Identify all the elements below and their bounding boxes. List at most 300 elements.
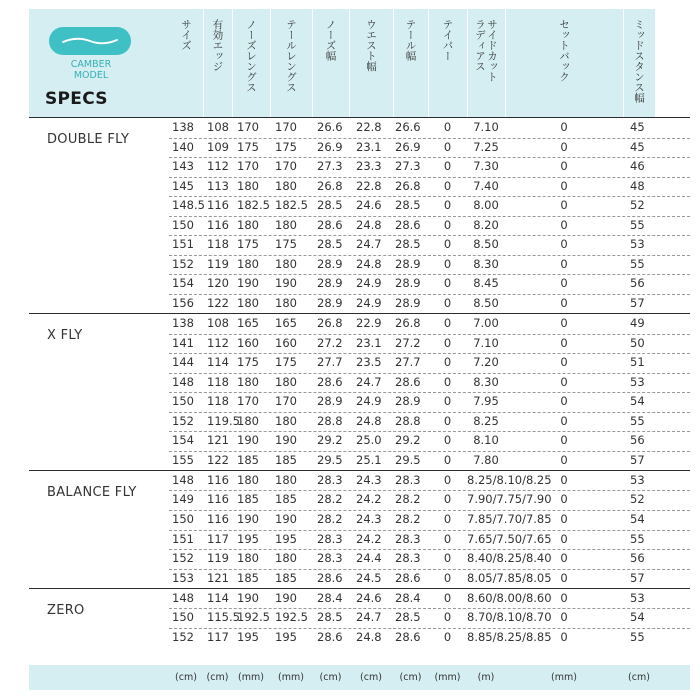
cell: 180 (275, 472, 297, 487)
cell: 28.2 (317, 512, 343, 526)
cell: 0 (443, 394, 452, 409)
cell: 0 (560, 159, 568, 174)
cell: 195 (237, 629, 259, 644)
cell: 7.10 (473, 335, 499, 350)
table-row (169, 608, 690, 628)
table-row (169, 177, 690, 197)
cell: 152 (172, 629, 194, 644)
cell: 190 (275, 433, 297, 448)
cell: 175 (237, 237, 259, 252)
cell: 118 (207, 394, 229, 409)
cell: 0 (443, 551, 452, 566)
cell: 0 (560, 570, 568, 585)
cell: 0 (443, 512, 452, 526)
cell: 144 (172, 355, 194, 370)
cell: 7.30 (473, 159, 499, 174)
cell: 45 (630, 139, 645, 154)
cell: 29.5 (317, 452, 343, 467)
cell: 27.2 (317, 335, 343, 350)
cell: 8.25 (473, 413, 499, 428)
column-header (232, 9, 270, 117)
cell: 28.3 (395, 531, 421, 546)
column-header-label: テールレングス (285, 19, 297, 93)
cell: 7.10 (473, 120, 499, 134)
cell: 138 (172, 316, 194, 330)
column-header (428, 9, 467, 117)
cell: 57 (630, 452, 645, 467)
cell: 138 (172, 120, 194, 134)
cell: 26.8 (317, 316, 343, 330)
cell: 114 (207, 590, 229, 605)
cell: 165 (237, 316, 259, 330)
cell: 24.8 (356, 413, 382, 428)
cell: 192.5 (237, 610, 270, 625)
cell: 28.9 (317, 256, 343, 271)
cell: 170 (275, 120, 297, 134)
table-row (169, 549, 690, 569)
cell: 116 (207, 472, 229, 487)
cell: 24.4 (356, 551, 382, 566)
table-row (169, 314, 690, 334)
cell: 115.5 (207, 610, 240, 625)
cell: 0 (443, 316, 452, 330)
cell: 116 (207, 512, 229, 526)
cell: 0 (443, 120, 452, 134)
cell: 119 (207, 551, 229, 566)
cell: 180 (275, 178, 297, 193)
cell: 170 (275, 159, 297, 174)
cell: 28.2 (317, 492, 343, 507)
cell: 195 (237, 531, 259, 546)
cell: 24.8 (356, 256, 382, 271)
table-row (169, 510, 690, 530)
cell: 182.5 (237, 198, 270, 213)
cell: 154 (172, 276, 194, 291)
cell: 155 (172, 452, 194, 467)
cell: 28.3 (317, 551, 343, 566)
table-row (169, 353, 690, 373)
cell: 148.5 (172, 198, 205, 213)
cell: 55 (630, 256, 645, 271)
cell: 116 (207, 492, 229, 507)
cell: 8.00 (473, 198, 499, 213)
logo-cell (29, 9, 169, 117)
column-header-label: ウエスト幅 (365, 19, 377, 72)
camber-model-label: CAMBER MODEL (70, 59, 112, 81)
cell: 28.9 (317, 276, 343, 291)
cell: 170 (237, 120, 259, 134)
cell: 55 (630, 217, 645, 232)
unit-label: (cm) (628, 672, 650, 683)
cell: 151 (172, 531, 194, 546)
cell: 28.6 (395, 374, 421, 389)
table-row (169, 451, 690, 471)
cell: 0 (560, 452, 568, 467)
table-row (169, 431, 690, 451)
cell: 28.6 (317, 217, 343, 232)
cell: 170 (275, 394, 297, 409)
cell: 180 (275, 413, 297, 428)
cell: 26.6 (395, 120, 421, 134)
cell: 48 (630, 178, 645, 193)
cell: 0 (443, 139, 452, 154)
table-row (169, 138, 690, 158)
table-row (169, 589, 690, 609)
cell: 26.8 (317, 178, 343, 193)
cell: 24.7 (356, 610, 382, 625)
cell: 109 (207, 139, 229, 154)
unit-label: (cm) (206, 672, 229, 683)
column-header (623, 9, 655, 117)
cell: 180 (275, 295, 297, 310)
cell: 152 (172, 256, 194, 271)
cell: 0 (560, 335, 568, 350)
cell: 108 (207, 120, 229, 134)
cell: 22.8 (356, 178, 382, 193)
column-header (169, 9, 203, 117)
cell: 28.6 (395, 629, 421, 644)
cell: 8.25/8.10/8.25 (467, 472, 552, 487)
cell: 180 (237, 551, 259, 566)
cell: 170 (237, 394, 259, 409)
cell: 0 (560, 316, 568, 330)
cell: 28.6 (317, 374, 343, 389)
column-header (270, 9, 312, 117)
cell: 0 (560, 492, 568, 507)
cell: 0 (560, 433, 568, 448)
camber-wave-icon (49, 27, 131, 55)
cell: 7.95 (473, 394, 499, 409)
column-header-label: 有効エッジ (211, 19, 224, 72)
table-row (169, 157, 690, 177)
cell: 27.7 (395, 355, 421, 370)
cell: 185 (237, 570, 259, 585)
cell: 150 (172, 217, 194, 232)
cell: 28.4 (317, 590, 343, 605)
cell: 182.5 (275, 198, 308, 213)
cell: 8.30 (473, 374, 499, 389)
cell: 28.6 (395, 217, 421, 232)
cell: 118 (207, 374, 229, 389)
cell: 0 (560, 120, 568, 134)
cell: 28.9 (317, 394, 343, 409)
cell: 180 (275, 551, 297, 566)
cell: 190 (275, 512, 297, 526)
cell: 29.2 (317, 433, 343, 448)
cell: 0 (443, 295, 452, 310)
column-header (467, 9, 505, 117)
cell: 0 (560, 629, 568, 644)
cell: 7.40 (473, 178, 499, 193)
cell: 0 (443, 335, 452, 350)
cell: 28.9 (395, 295, 421, 310)
cell: 121 (207, 570, 229, 585)
cell: 180 (237, 217, 259, 232)
cell: 28.5 (317, 610, 343, 625)
unit-label: (cm) (175, 672, 197, 683)
cell: 24.8 (356, 629, 382, 644)
unit-label: (mm) (551, 672, 577, 683)
cell: 114 (207, 355, 229, 370)
cell: 149 (172, 492, 194, 507)
cell: 148 (172, 374, 194, 389)
cell: 53 (630, 590, 645, 605)
cell: 24.9 (356, 394, 382, 409)
column-header (203, 9, 232, 117)
cell: 8.50 (473, 237, 499, 252)
column-header-label: サイドカット ラディアス (474, 19, 498, 82)
cell: 7.20 (473, 355, 499, 370)
cell: 185 (275, 452, 297, 467)
cell: 190 (275, 590, 297, 605)
cell: 0 (560, 590, 568, 605)
cell: 0 (443, 355, 452, 370)
cell: 185 (237, 492, 259, 507)
cell: 56 (630, 433, 645, 448)
table-row (169, 569, 690, 589)
cell: 26.9 (317, 139, 343, 154)
cell: 55 (630, 629, 645, 644)
cell: 57 (630, 295, 645, 310)
cell: 180 (237, 472, 259, 487)
cell: 145 (172, 178, 194, 193)
cell: 113 (207, 178, 229, 193)
cell: 0 (560, 237, 568, 252)
unit-label: (cm) (319, 672, 342, 683)
cell: 152 (172, 551, 194, 566)
cell: 54 (630, 512, 645, 526)
cell: 7.65/7.50/7.65 (467, 531, 552, 546)
cell: 54 (630, 610, 645, 625)
cell: 24.6 (356, 198, 382, 213)
unit-label: (m) (477, 672, 495, 683)
cell: 51 (630, 355, 645, 370)
cell: 24.2 (356, 492, 382, 507)
unit-label: (mm) (434, 672, 461, 683)
cell: 180 (275, 374, 297, 389)
cell: 8.60/8.00/8.60 (467, 590, 552, 605)
cell: 0 (443, 492, 452, 507)
cell: 8.10 (473, 433, 499, 448)
cell: 0 (443, 472, 452, 487)
cell: 28.3 (395, 472, 421, 487)
cell: 29.5 (395, 452, 421, 467)
cell: 24.2 (356, 531, 382, 546)
cell: 122 (207, 295, 229, 310)
cell: 24.3 (356, 472, 382, 487)
cell: 175 (237, 355, 259, 370)
page-title: SPECS (45, 89, 108, 109)
cell: 148 (172, 590, 194, 605)
cell: 0 (443, 276, 452, 291)
cell: 7.25 (473, 139, 499, 154)
cell: 175 (275, 237, 297, 252)
cell: 28.6 (317, 570, 343, 585)
model-name: ZERO (47, 602, 85, 618)
cell: 25.1 (356, 452, 382, 467)
cell: 8.20 (473, 217, 499, 232)
cell: 8.45 (473, 276, 499, 291)
table-row (169, 490, 690, 510)
table-row (169, 118, 690, 138)
cell: 28.5 (317, 237, 343, 252)
cell: 26.8 (395, 316, 421, 330)
cell: 0 (443, 217, 452, 232)
cell: 190 (237, 590, 259, 605)
table-row (169, 334, 690, 354)
cell: 156 (172, 295, 194, 310)
column-header-label: テイパー (441, 19, 454, 61)
cell: 23.5 (356, 355, 382, 370)
cell: 121 (207, 433, 229, 448)
column-header-label: セットバック (558, 19, 570, 82)
table-row (169, 412, 690, 432)
cell: 28.9 (317, 295, 343, 310)
cell: 0 (443, 629, 452, 644)
cell: 8.85/8.25/8.85 (467, 629, 552, 644)
cell: 120 (207, 276, 229, 291)
model-name: X FLY (47, 328, 83, 343)
cell: 24.7 (356, 374, 382, 389)
cell: 165 (275, 316, 297, 330)
cell: 0 (560, 531, 568, 546)
cell: 143 (172, 159, 194, 174)
cell: 24.3 (356, 512, 382, 526)
cell: 8.50 (473, 295, 499, 310)
column-header (349, 9, 393, 117)
cell: 28.4 (395, 590, 421, 605)
table-row (169, 392, 690, 412)
cell: 52 (630, 198, 645, 213)
unit-label: (cm) (360, 672, 382, 683)
cell: 0 (560, 276, 568, 291)
cell: 195 (275, 629, 297, 644)
cell: 0 (560, 413, 568, 428)
cell: 26.8 (395, 178, 421, 193)
unit-label: (mm) (238, 672, 264, 683)
cell: 0 (443, 590, 452, 605)
cell: 27.3 (395, 159, 421, 174)
cell: 180 (237, 178, 259, 193)
cell: 180 (275, 256, 297, 271)
cell: 7.90/7.75/7.90 (467, 492, 552, 507)
cell: 28.5 (317, 198, 343, 213)
cell: 56 (630, 276, 645, 291)
cell: 0 (443, 413, 452, 428)
units-row (29, 665, 690, 690)
cell: 0 (560, 256, 568, 271)
cell: 154 (172, 433, 194, 448)
cell: 55 (630, 531, 645, 546)
cell: 175 (275, 355, 297, 370)
cell: 116 (207, 217, 229, 232)
cell: 0 (560, 198, 568, 213)
cell: 53 (630, 374, 645, 389)
table-row (169, 235, 690, 255)
model-name: DOUBLE FLY (47, 132, 130, 147)
cell: 28.3 (395, 551, 421, 566)
cell: 23.3 (356, 159, 382, 174)
cell: 150 (172, 512, 194, 526)
cell: 27.7 (317, 355, 343, 370)
cell: 55 (630, 413, 645, 428)
cell: 28.2 (395, 512, 421, 526)
cell: 23.1 (356, 335, 382, 350)
cell: 0 (443, 374, 452, 389)
cell: 27.3 (317, 159, 343, 174)
table-row (169, 216, 690, 236)
cell: 140 (172, 139, 194, 154)
column-header-label: ノーズ幅 (324, 19, 337, 61)
cell: 190 (237, 276, 259, 291)
column-header-label: サイズ (180, 19, 192, 51)
cell: 24.6 (356, 590, 382, 605)
cell: 57 (630, 570, 645, 585)
cell: 0 (443, 531, 452, 546)
cell: 160 (275, 335, 297, 350)
cell: 0 (443, 433, 452, 448)
cell: 175 (275, 139, 297, 154)
cell: 117 (207, 629, 229, 644)
cell: 190 (237, 433, 259, 448)
cell: 175 (237, 139, 259, 154)
cell: 8.05/7.85/8.05 (467, 570, 552, 585)
cell: 185 (275, 570, 297, 585)
model-name: BALANCE FLY (47, 484, 137, 500)
cell: 53 (630, 237, 645, 252)
cell: 0 (560, 610, 568, 625)
cell: 28.3 (317, 472, 343, 487)
cell: 180 (237, 413, 259, 428)
cell: 52 (630, 492, 645, 507)
cell: 7.00 (473, 316, 499, 330)
cell: 180 (275, 217, 297, 232)
cell: 28.6 (317, 629, 343, 644)
cell: 151 (172, 237, 194, 252)
cell: 160 (237, 335, 259, 350)
cell: 26.6 (317, 120, 343, 134)
cell: 8.70/8.10/8.70 (467, 610, 552, 625)
cell: 150 (172, 610, 194, 625)
cell: 148 (172, 472, 194, 487)
table-row (169, 628, 690, 648)
cell: 0 (443, 570, 452, 585)
cell: 7.80 (473, 452, 499, 467)
unit-label: (mm) (278, 672, 304, 683)
cell: 0 (560, 178, 568, 193)
cell: 28.9 (395, 256, 421, 271)
cell: 54 (630, 394, 645, 409)
cell: 185 (275, 492, 297, 507)
cell: 27.2 (395, 335, 421, 350)
cell: 28.9 (395, 276, 421, 291)
cell: 118 (207, 237, 229, 252)
cell: 8.30 (473, 256, 499, 271)
cell: 190 (237, 512, 259, 526)
cell: 49 (630, 316, 645, 330)
cell: 0 (560, 295, 568, 310)
cell: 28.5 (395, 198, 421, 213)
cell: 0 (560, 217, 568, 232)
cell: 25.0 (356, 433, 382, 448)
cell: 24.5 (356, 570, 382, 585)
column-header-label: テール幅 (404, 19, 417, 61)
column-header (393, 9, 428, 117)
column-header (505, 9, 623, 117)
cell: 116 (207, 198, 229, 213)
cell: 112 (207, 335, 229, 350)
cell: 24.7 (356, 237, 382, 252)
